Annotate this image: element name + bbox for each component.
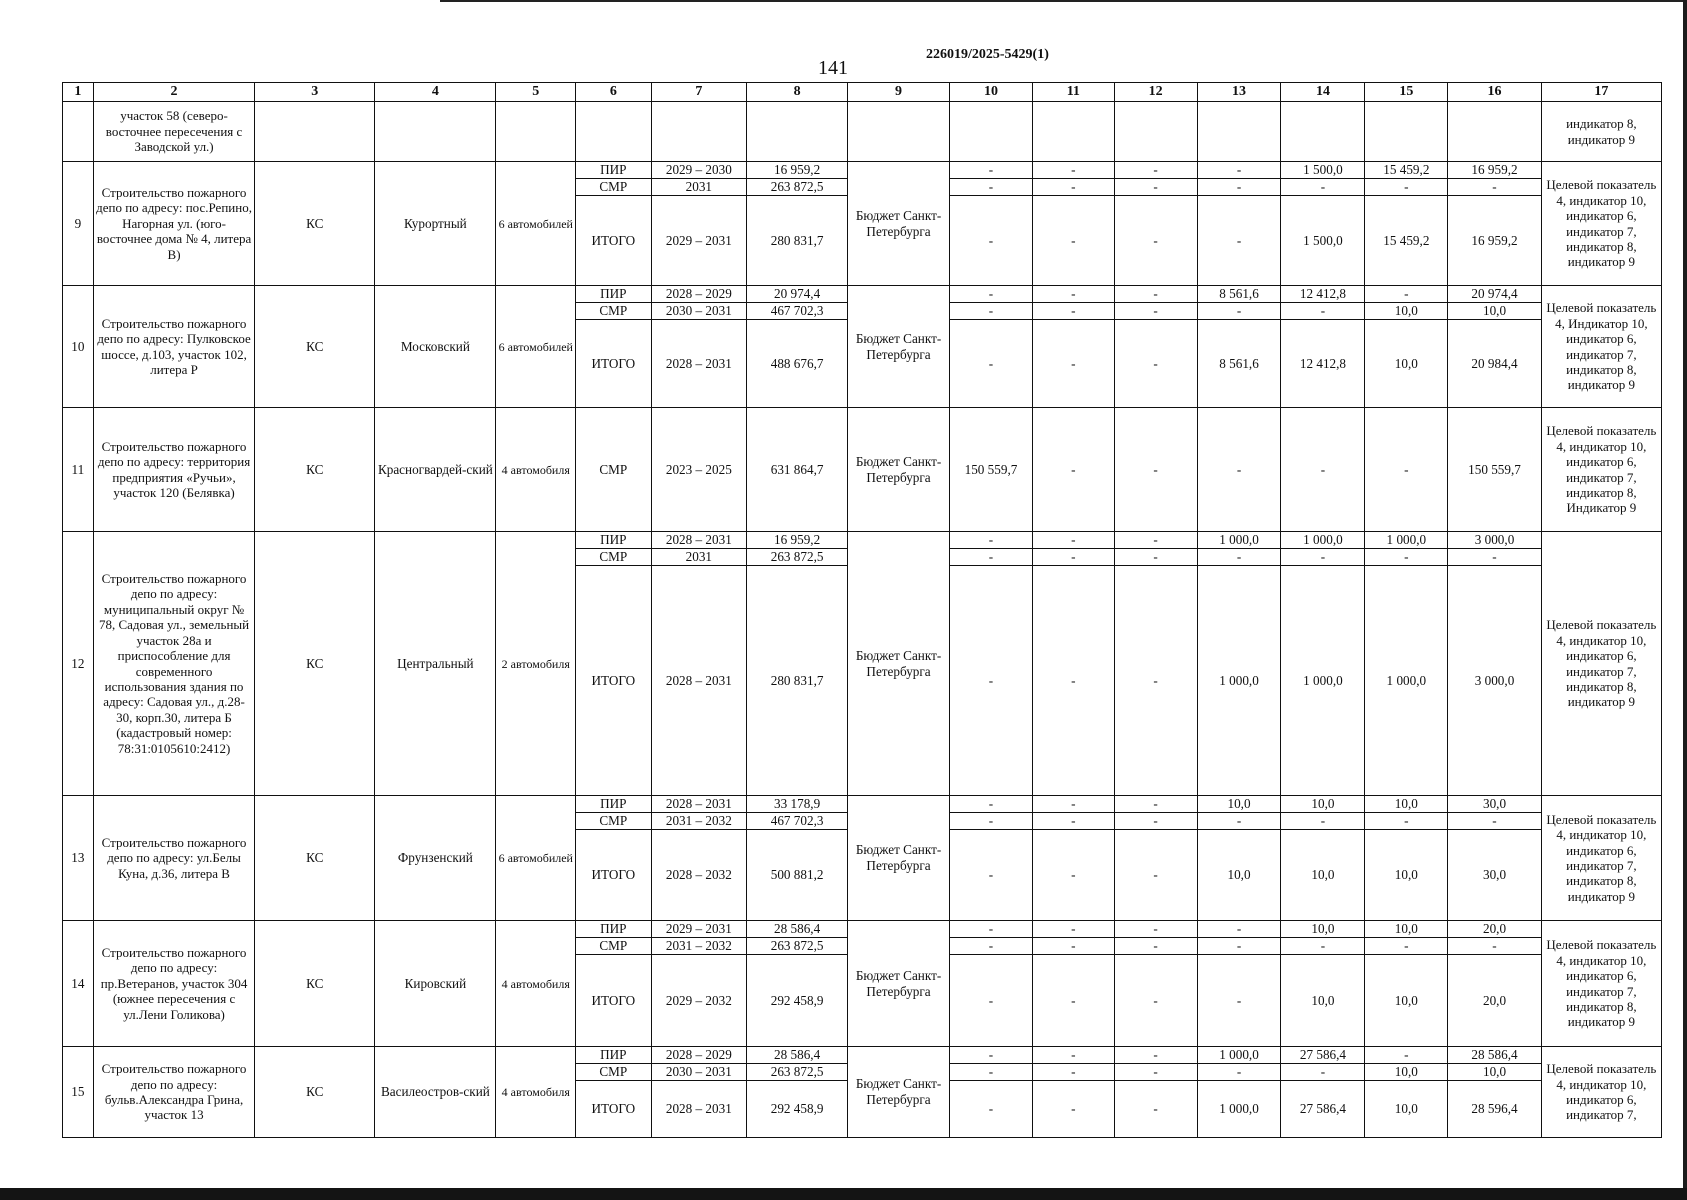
funding-15: 10,0 — [1365, 955, 1448, 1047]
funding-11: - — [1032, 162, 1114, 179]
scan-edge-bottom — [0, 1188, 1687, 1200]
empty-cell — [255, 102, 375, 162]
total-cost: 631 864,7 — [747, 408, 848, 532]
funding-10: - — [950, 162, 1033, 179]
funding-14: 12 412,8 — [1281, 286, 1365, 303]
total-cost: 500 881,2 — [747, 830, 848, 921]
funding-11: - — [1032, 566, 1114, 796]
funding-14: 1 500,0 — [1281, 162, 1365, 179]
funding-14: 10,0 — [1281, 830, 1365, 921]
funding-15: - — [1365, 549, 1448, 566]
total-cost: 467 702,3 — [747, 303, 848, 320]
funding-16: 20 974,4 — [1448, 286, 1541, 303]
row-number: 14 — [63, 921, 94, 1047]
period: 2028 – 2031 — [651, 566, 747, 796]
column-header: 5 — [496, 83, 576, 102]
column-header: 9 — [848, 83, 950, 102]
funding-10: 150 559,7 — [950, 408, 1033, 532]
funding-15: 10,0 — [1365, 1064, 1448, 1081]
funding-12: - — [1114, 179, 1197, 196]
project-row — [63, 408, 1662, 532]
column-header: 16 — [1448, 83, 1541, 102]
table-body — [63, 102, 1662, 1138]
funding-11: - — [1032, 796, 1114, 813]
funding-source: Бюджет Санкт-Петербурга — [848, 532, 950, 796]
continuation-row — [63, 102, 1662, 162]
funding-13: 8 561,6 — [1197, 320, 1281, 408]
district: Центральный — [375, 532, 496, 796]
funding-12: - — [1114, 162, 1197, 179]
funding-11: - — [1032, 549, 1114, 566]
funding-14: 1 000,0 — [1281, 532, 1365, 549]
funding-15: - — [1365, 179, 1448, 196]
stage: ПИР — [576, 532, 651, 549]
period: 2028 – 2029 — [651, 1047, 747, 1064]
funding-11: - — [1032, 179, 1114, 196]
funding-15: 1 000,0 — [1365, 566, 1448, 796]
funding-14: 27 586,4 — [1281, 1047, 1365, 1064]
column-header: 10 — [950, 83, 1033, 102]
funding-13: - — [1197, 1064, 1281, 1081]
funding-16: 28 596,4 — [1448, 1081, 1541, 1138]
object-type: КС — [255, 796, 375, 921]
column-header: 1 — [63, 83, 94, 102]
period: 2031 — [651, 179, 747, 196]
funding-12: - — [1114, 955, 1197, 1047]
funding-13: - — [1197, 938, 1281, 955]
funding-10: - — [950, 549, 1033, 566]
funding-11: - — [1032, 408, 1114, 532]
total-cost: 280 831,7 — [747, 566, 848, 796]
empty-cell — [63, 102, 94, 162]
object-type: КС — [255, 921, 375, 1047]
project-row — [63, 1047, 1662, 1064]
funding-13: - — [1197, 955, 1281, 1047]
funding-source: Бюджет Санкт-Петербурга — [848, 796, 950, 921]
funding-12: - — [1114, 286, 1197, 303]
district: Фрунзенский — [375, 796, 496, 921]
funding-15: 15 459,2 — [1365, 162, 1448, 179]
stage: СМР — [576, 1064, 651, 1081]
funding-11: - — [1032, 921, 1114, 938]
stage: СМР — [576, 303, 651, 320]
object-type: КС — [255, 286, 375, 408]
period: 2029 – 2032 — [651, 955, 747, 1047]
total-cost: 292 458,9 — [747, 955, 848, 1047]
funding-16: 30,0 — [1448, 830, 1541, 921]
funding-14: - — [1281, 303, 1365, 320]
empty-cell — [375, 102, 496, 162]
funding-16: 28 586,4 — [1448, 1047, 1541, 1064]
funding-14: - — [1281, 549, 1365, 566]
district: Кировский — [375, 921, 496, 1047]
funding-10: - — [950, 938, 1033, 955]
funding-14: 10,0 — [1281, 955, 1365, 1047]
stage: ИТОГО — [576, 566, 651, 796]
funding-13: 8 561,6 — [1197, 286, 1281, 303]
vehicle-capacity: 6 автомобилей — [496, 286, 576, 408]
period: 2028 – 2031 — [651, 320, 747, 408]
funding-11: - — [1032, 955, 1114, 1047]
object-description: Строительство пожарного депо по адресу: пр.Ветеранов, участок 304 (южнее пересечения с ул.Лени Голикова) — [93, 921, 254, 1047]
total-cost: 292 458,9 — [747, 1081, 848, 1138]
row-number: 13 — [63, 796, 94, 921]
stage: ПИР — [576, 1047, 651, 1064]
funding-15: 10,0 — [1365, 303, 1448, 320]
period: 2030 – 2031 — [651, 1064, 747, 1081]
stage: СМР — [576, 179, 651, 196]
funding-10: - — [950, 1047, 1033, 1064]
funding-12: - — [1114, 303, 1197, 320]
funding-14: 27 586,4 — [1281, 1081, 1365, 1138]
vehicle-capacity: 6 автомобилей — [496, 796, 576, 921]
vehicle-capacity: 4 автомобиля — [496, 1047, 576, 1138]
funding-12: - — [1114, 921, 1197, 938]
funding-14: - — [1281, 179, 1365, 196]
column-number-row — [63, 83, 1662, 102]
target-indicators: Целевой показатель 4, Индикатор 10, индикатор 6, индикатор 7, индикатор 8, индикатор 9 — [1541, 286, 1661, 408]
empty-cell — [848, 102, 950, 162]
funding-12: - — [1114, 532, 1197, 549]
column-header: 4 — [375, 83, 496, 102]
funding-13: 1 000,0 — [1197, 1081, 1281, 1138]
stage: ИТОГО — [576, 196, 651, 286]
funding-16: - — [1448, 938, 1541, 955]
stage: ИТОГО — [576, 955, 651, 1047]
funding-12: - — [1114, 938, 1197, 955]
empty-cell — [1114, 102, 1197, 162]
funding-15: - — [1365, 408, 1448, 532]
period: 2028 – 2031 — [651, 1081, 747, 1138]
funding-11: - — [1032, 320, 1114, 408]
funding-10: - — [950, 566, 1033, 796]
object-description: Строительство пожарного депо по адресу: муниципальный округ № 78, Садовая ул., земельный участок 28а и приспособление для современного использования здания по адресу: Садовая ул., д.28-30, корп.30, литера Б (кадастровый номер: 78:31:0105610:2412) — [93, 532, 254, 796]
scan-edge-top — [440, 0, 1687, 2]
district: Курортный — [375, 162, 496, 286]
project-row — [63, 921, 1662, 938]
object-description: Строительство пожарного депо по адресу: Пулковское шоссе, д.103, участок 102, литера Р — [93, 286, 254, 408]
funding-source: Бюджет Санкт-Петербурга — [848, 921, 950, 1047]
project-row — [63, 286, 1662, 303]
funding-10: - — [950, 532, 1033, 549]
funding-16: - — [1448, 179, 1541, 196]
funding-10: - — [950, 303, 1033, 320]
object-description: Строительство пожарного депо по адресу: территория предприятия «Ручьи», участок 120 (Белявка) — [93, 408, 254, 532]
stage: СМР — [576, 938, 651, 955]
funding-source: Бюджет Санкт-Петербурга — [848, 408, 950, 532]
stage: ПИР — [576, 162, 651, 179]
stage: СМР — [576, 549, 651, 566]
total-cost: 467 702,3 — [747, 813, 848, 830]
funding-13: 1 000,0 — [1197, 532, 1281, 549]
funding-16: 20,0 — [1448, 921, 1541, 938]
period: 2028 – 2031 — [651, 532, 747, 549]
period: 2031 — [651, 549, 747, 566]
funding-14: 10,0 — [1281, 921, 1365, 938]
funding-13: - — [1197, 196, 1281, 286]
funding-12: - — [1114, 549, 1197, 566]
funding-16: 20,0 — [1448, 955, 1541, 1047]
project-row — [63, 532, 1662, 549]
funding-11: - — [1032, 303, 1114, 320]
funding-11: - — [1032, 286, 1114, 303]
funding-16: 10,0 — [1448, 1064, 1541, 1081]
empty-cell — [576, 102, 651, 162]
funding-10: - — [950, 813, 1033, 830]
object-description: Строительство пожарного депо по адресу: пос.Репино, Нагорная ул. (юго-восточнее дома № 4, литера В) — [93, 162, 254, 286]
vehicle-capacity: 4 автомобиля — [496, 921, 576, 1047]
funding-11: - — [1032, 1081, 1114, 1138]
target-indicators: Целевой показатель 4, индикатор 10, индикатор 6, индикатор 7, — [1541, 1047, 1661, 1138]
stage: ИТОГО — [576, 1081, 651, 1138]
target-indicators: Целевой показатель 4, индикатор 10, индикатор 6, индикатор 7, индикатор 8, индикатор 9 — [1541, 532, 1661, 796]
period: 2029 – 2030 — [651, 162, 747, 179]
object-description: Строительство пожарного депо по адресу: бульв.Александра Грина, участок 13 — [93, 1047, 254, 1138]
vehicle-capacity: 2 автомобиля — [496, 532, 576, 796]
funding-15: - — [1365, 286, 1448, 303]
empty-cell — [651, 102, 747, 162]
project-row — [63, 796, 1662, 813]
empty-cell — [1365, 102, 1448, 162]
funding-10: - — [950, 830, 1033, 921]
funding-15: 10,0 — [1365, 796, 1448, 813]
continuation-target: индикатор 8, индикатор 9 — [1541, 102, 1661, 162]
funding-14: 1 500,0 — [1281, 196, 1365, 286]
total-cost: 263 872,5 — [747, 179, 848, 196]
funding-10: - — [950, 1081, 1033, 1138]
funding-16: 3 000,0 — [1448, 566, 1541, 796]
funding-15: 10,0 — [1365, 830, 1448, 921]
total-cost: 263 872,5 — [747, 1064, 848, 1081]
district: Московский — [375, 286, 496, 408]
funding-12: - — [1114, 1047, 1197, 1064]
funding-10: - — [950, 796, 1033, 813]
funding-12: - — [1114, 408, 1197, 532]
funding-13: - — [1197, 303, 1281, 320]
funding-13: 1 000,0 — [1197, 1047, 1281, 1064]
funding-14: - — [1281, 813, 1365, 830]
period: 2031 – 2032 — [651, 938, 747, 955]
district: Красногвардей-ский — [375, 408, 496, 532]
funding-source: Бюджет Санкт-Петербурга — [848, 286, 950, 408]
total-cost: 20 974,4 — [747, 286, 848, 303]
row-number: 10 — [63, 286, 94, 408]
funding-16: 16 959,2 — [1448, 196, 1541, 286]
continuation-description: участок 58 (северо-восточнее пересечения с Заводской ул.) — [93, 102, 254, 162]
empty-cell — [950, 102, 1033, 162]
funding-12: - — [1114, 813, 1197, 830]
funding-13: - — [1197, 179, 1281, 196]
funding-16: - — [1448, 813, 1541, 830]
page-number: 141 — [818, 57, 848, 79]
stage: ПИР — [576, 921, 651, 938]
total-cost: 280 831,7 — [747, 196, 848, 286]
funding-11: - — [1032, 938, 1114, 955]
empty-cell — [747, 102, 848, 162]
funding-13: - — [1197, 162, 1281, 179]
funding-13: - — [1197, 813, 1281, 830]
total-cost: 28 586,4 — [747, 921, 848, 938]
funding-15: 1 000,0 — [1365, 532, 1448, 549]
funding-source: Бюджет Санкт-Петербурга — [848, 1047, 950, 1138]
funding-12: - — [1114, 830, 1197, 921]
empty-cell — [1197, 102, 1281, 162]
funding-13: 1 000,0 — [1197, 566, 1281, 796]
period: 2029 – 2031 — [651, 921, 747, 938]
empty-cell — [1281, 102, 1365, 162]
funding-14: - — [1281, 1064, 1365, 1081]
funding-14: - — [1281, 938, 1365, 955]
funding-15: 10,0 — [1365, 320, 1448, 408]
total-cost: 263 872,5 — [747, 938, 848, 955]
funding-10: - — [950, 320, 1033, 408]
project-row — [63, 162, 1662, 179]
funding-16: 30,0 — [1448, 796, 1541, 813]
funding-12: - — [1114, 196, 1197, 286]
funding-10: - — [950, 286, 1033, 303]
object-type: КС — [255, 162, 375, 286]
funding-11: - — [1032, 196, 1114, 286]
empty-cell — [496, 102, 576, 162]
funding-12: - — [1114, 796, 1197, 813]
funding-15: 15 459,2 — [1365, 196, 1448, 286]
stage: ПИР — [576, 796, 651, 813]
object-description: Строительство пожарного депо по адресу: ул.Белы Куна, д.36, литера В — [93, 796, 254, 921]
funding-12: - — [1114, 1081, 1197, 1138]
funding-15: 10,0 — [1365, 921, 1448, 938]
period: 2028 – 2029 — [651, 286, 747, 303]
target-indicators: Целевой показатель 4, индикатор 10, индикатор 6, индикатор 7, индикатор 8, индикатор 9 — [1541, 796, 1661, 921]
funding-14: 10,0 — [1281, 796, 1365, 813]
empty-cell — [1448, 102, 1541, 162]
object-type: КС — [255, 532, 375, 796]
total-cost: 28 586,4 — [747, 1047, 848, 1064]
period: 2031 – 2032 — [651, 813, 747, 830]
column-header: 2 — [93, 83, 254, 102]
funding-13: 10,0 — [1197, 830, 1281, 921]
total-cost: 16 959,2 — [747, 162, 848, 179]
funding-11: - — [1032, 1047, 1114, 1064]
empty-cell — [1032, 102, 1114, 162]
vehicle-capacity: 4 автомобиля — [496, 408, 576, 532]
column-header: 12 — [1114, 83, 1197, 102]
column-header: 7 — [651, 83, 747, 102]
funding-13: 10,0 — [1197, 796, 1281, 813]
column-header: 15 — [1365, 83, 1448, 102]
stage: ИТОГО — [576, 320, 651, 408]
funding-10: - — [950, 196, 1033, 286]
period: 2028 – 2032 — [651, 830, 747, 921]
vehicle-capacity: 6 автомобилей — [496, 162, 576, 286]
row-number: 9 — [63, 162, 94, 286]
stage: СМР — [576, 813, 651, 830]
document-number: 226019/2025-5429(1) — [926, 47, 1049, 62]
funding-12: - — [1114, 1064, 1197, 1081]
funding-13: - — [1197, 549, 1281, 566]
funding-11: - — [1032, 532, 1114, 549]
period: 2030 – 2031 — [651, 303, 747, 320]
column-header: 8 — [747, 83, 848, 102]
funding-16: 3 000,0 — [1448, 532, 1541, 549]
target-indicators: Целевой показатель 4, индикатор 10, индикатор 6, индикатор 7, индикатор 8, индикатор 9 — [1541, 162, 1661, 286]
object-type: КС — [255, 408, 375, 532]
object-type: КС — [255, 1047, 375, 1138]
funding-16: 150 559,7 — [1448, 408, 1541, 532]
funding-15: - — [1365, 1047, 1448, 1064]
funding-11: - — [1032, 813, 1114, 830]
column-header: 11 — [1032, 83, 1114, 102]
funding-16: 16 959,2 — [1448, 162, 1541, 179]
district: Василеостров-ский — [375, 1047, 496, 1138]
stage: ИТОГО — [576, 830, 651, 921]
funding-15: 10,0 — [1365, 1081, 1448, 1138]
funding-11: - — [1032, 1064, 1114, 1081]
funding-10: - — [950, 955, 1033, 1047]
target-indicators: Целевой показатель 4, индикатор 10, индикатор 6, индикатор 7, индикатор 8, Индикатор 9 — [1541, 408, 1661, 532]
funding-11: - — [1032, 830, 1114, 921]
funding-13: - — [1197, 408, 1281, 532]
scan-edge-right — [1683, 0, 1687, 1200]
row-number: 12 — [63, 532, 94, 796]
column-header: 13 — [1197, 83, 1281, 102]
funding-16: 20 984,4 — [1448, 320, 1541, 408]
funding-source: Бюджет Санкт-Петербурга — [848, 162, 950, 286]
column-header: 3 — [255, 83, 375, 102]
column-header: 17 — [1541, 83, 1661, 102]
stage: ПИР — [576, 286, 651, 303]
row-number: 11 — [63, 408, 94, 532]
funding-12: - — [1114, 566, 1197, 796]
period: 2023 – 2025 — [651, 408, 747, 532]
funding-10: - — [950, 179, 1033, 196]
column-header: 14 — [1281, 83, 1365, 102]
funding-15: - — [1365, 938, 1448, 955]
total-cost: 33 178,9 — [747, 796, 848, 813]
funding-16: 10,0 — [1448, 303, 1541, 320]
funding-13: - — [1197, 921, 1281, 938]
program-table — [62, 82, 1662, 1138]
funding-10: - — [950, 1064, 1033, 1081]
total-cost: 16 959,2 — [747, 532, 848, 549]
period: 2029 – 2031 — [651, 196, 747, 286]
funding-10: - — [950, 921, 1033, 938]
funding-14: 12 412,8 — [1281, 320, 1365, 408]
funding-15: - — [1365, 813, 1448, 830]
funding-14: 1 000,0 — [1281, 566, 1365, 796]
funding-12: - — [1114, 320, 1197, 408]
stage: СМР — [576, 408, 651, 532]
total-cost: 263 872,5 — [747, 549, 848, 566]
column-header: 6 — [576, 83, 651, 102]
period: 2028 – 2031 — [651, 796, 747, 813]
total-cost: 488 676,7 — [747, 320, 848, 408]
row-number: 15 — [63, 1047, 94, 1138]
funding-16: - — [1448, 549, 1541, 566]
target-indicators: Целевой показатель 4, индикатор 10, индикатор 6, индикатор 7, индикатор 8, индикатор 9 — [1541, 921, 1661, 1047]
funding-14: - — [1281, 408, 1365, 532]
